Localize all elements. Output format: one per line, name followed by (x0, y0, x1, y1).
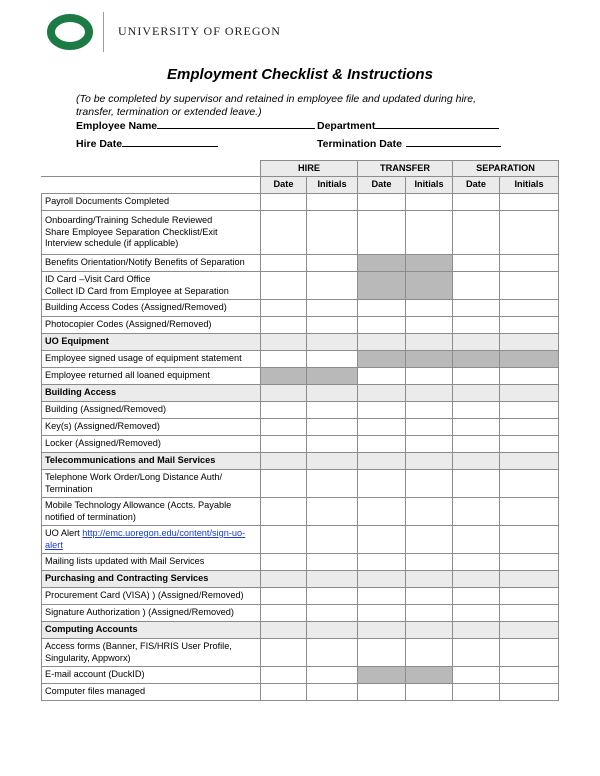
initials-cell[interactable] (500, 402, 559, 419)
not-applicable-cell (358, 272, 406, 300)
date-cell[interactable] (453, 436, 500, 453)
initials-cell[interactable] (406, 436, 453, 453)
checklist-table (41, 160, 559, 701)
initials-cell[interactable] (500, 317, 559, 334)
section-filler-cell (500, 453, 559, 470)
subheader-cell: Initials (406, 177, 453, 194)
date-cell[interactable] (358, 639, 406, 667)
initials-cell[interactable] (307, 554, 358, 571)
department-label: Department (317, 120, 376, 132)
section-label: Purchasing and Contracting Services (42, 571, 261, 588)
initials-cell[interactable] (307, 351, 358, 368)
initials-cell[interactable] (406, 639, 453, 667)
section-label: Telecommunications and Mail Services (42, 453, 261, 470)
section-filler-cell (406, 453, 453, 470)
date-cell[interactable] (358, 684, 406, 701)
date-cell[interactable] (261, 436, 307, 453)
date-cell[interactable] (261, 419, 307, 436)
date-cell[interactable] (358, 402, 406, 419)
initials-cell[interactable] (500, 272, 559, 300)
date-cell[interactable] (261, 351, 307, 368)
date-cell[interactable] (261, 639, 307, 667)
initials-cell[interactable] (500, 588, 559, 605)
item-label (42, 588, 261, 605)
date-cell[interactable] (261, 498, 307, 526)
table-row (42, 194, 559, 211)
section-filler-cell (358, 385, 406, 402)
group-header-row (42, 161, 559, 177)
item-label-line: Access forms (Banner, FIS/HRIS User Profile, (45, 641, 232, 651)
termination-date-label: Termination Date (317, 138, 402, 150)
uo-alert-link[interactable]: http://emc.uoregon.edu/content/sign-uo-alert (45, 528, 246, 550)
section-header-row (42, 385, 559, 402)
initials-cell[interactable] (500, 419, 559, 436)
initials-cell[interactable] (307, 194, 358, 211)
section-label: Computing Accounts (42, 622, 261, 639)
not-applicable-cell (406, 272, 453, 300)
section-filler-cell (453, 622, 500, 639)
item-label (42, 526, 261, 554)
table-row (42, 554, 559, 571)
subheader-cell: Date (261, 177, 307, 194)
section-filler-cell (261, 622, 307, 639)
item-label (42, 498, 261, 526)
section-filler-cell (307, 385, 358, 402)
hire-date-field[interactable] (76, 136, 218, 150)
item-label-line: Employee returned all loaned equipment (45, 370, 210, 381)
date-cell[interactable] (358, 526, 406, 554)
item-label (42, 317, 261, 334)
date-cell[interactable] (453, 667, 500, 684)
date-cell[interactable] (358, 470, 406, 498)
hire-date-line[interactable] (122, 136, 218, 147)
page-title: Employment Checklist & Instructions (167, 66, 433, 83)
table-row (42, 470, 559, 498)
section-filler-cell (261, 571, 307, 588)
date-cell[interactable] (453, 211, 500, 255)
item-label-line: Collect ID Card from Employee at Separation (45, 285, 229, 296)
date-cell[interactable] (453, 317, 500, 334)
table-row (42, 436, 559, 453)
item-label (42, 368, 261, 385)
initials-cell[interactable] (406, 554, 453, 571)
date-cell[interactable] (453, 419, 500, 436)
date-cell[interactable] (358, 605, 406, 622)
item-label-line: ID Card –Visit Card Office (45, 274, 151, 284)
item-label-line: Employee signed usage of equipment statement (45, 353, 242, 364)
section-header-row (42, 622, 559, 639)
initials-cell[interactable] (406, 605, 453, 622)
section-header-row (42, 334, 559, 351)
not-applicable-cell (358, 255, 406, 272)
date-cell[interactable] (261, 588, 307, 605)
subheader-cell: Initials (307, 177, 358, 194)
initials-cell[interactable] (307, 419, 358, 436)
date-cell[interactable] (453, 498, 500, 526)
item-label-line: Building Access Codes (Assigned/Removed) (45, 302, 227, 313)
employee-name-field[interactable] (76, 118, 315, 132)
initials-cell[interactable] (500, 436, 559, 453)
table-row (42, 588, 559, 605)
subheader-row (42, 177, 559, 194)
date-cell[interactable] (261, 470, 307, 498)
initials-cell[interactable] (500, 194, 559, 211)
section-filler-cell (453, 453, 500, 470)
initials-cell[interactable] (406, 498, 453, 526)
not-applicable-cell (406, 351, 453, 368)
initials-cell[interactable] (307, 667, 358, 684)
table-row (42, 317, 559, 334)
section-filler-cell (261, 453, 307, 470)
initials-cell[interactable] (307, 470, 358, 498)
item-label (42, 351, 261, 368)
initials-cell[interactable] (500, 300, 559, 317)
table-row (42, 300, 559, 317)
corner-cell (42, 177, 261, 194)
initials-cell[interactable] (406, 300, 453, 317)
initials-cell[interactable] (500, 498, 559, 526)
section-filler-cell (453, 571, 500, 588)
date-cell[interactable] (453, 272, 500, 300)
oregon-o-icon (47, 14, 93, 50)
table-row (42, 255, 559, 272)
not-applicable-cell (500, 351, 559, 368)
initials-cell[interactable] (406, 368, 453, 385)
item-label (42, 419, 261, 436)
group-separation: SEPARATION (453, 161, 559, 177)
department-line[interactable] (375, 118, 499, 129)
subheader-cell: Date (453, 177, 500, 194)
item-label-line: Benefits Orientation/Notify Benefits of Separation (45, 257, 245, 268)
university-name: UNIVERSITY OF OREGON (118, 24, 281, 38)
initials-cell[interactable] (500, 554, 559, 571)
employee-name-line[interactable] (157, 118, 315, 129)
date-cell[interactable] (453, 554, 500, 571)
initials-cell[interactable] (307, 498, 358, 526)
section-header-row (42, 453, 559, 470)
item-label-line: Computer files managed (45, 686, 146, 697)
section-filler-cell (261, 334, 307, 351)
initials-cell[interactable] (500, 605, 559, 622)
section-filler-cell (358, 622, 406, 639)
initials-cell[interactable] (500, 684, 559, 701)
item-label-line: UO Alert (45, 528, 83, 538)
table-row (42, 272, 559, 300)
group-transfer: TRANSFER (358, 161, 453, 177)
item-label-line: Building (Assigned/Removed) (45, 404, 167, 415)
item-label-line: Payroll Documents Completed (45, 196, 170, 207)
section-filler-cell (453, 385, 500, 402)
date-cell[interactable] (358, 498, 406, 526)
date-cell[interactable] (453, 402, 500, 419)
date-cell[interactable] (261, 554, 307, 571)
item-label-line: Telephone Work Order/Long Distance Auth/ (45, 472, 223, 482)
section-filler-cell (453, 334, 500, 351)
table-row (42, 368, 559, 385)
table-row (42, 667, 559, 684)
date-cell[interactable] (453, 194, 500, 211)
table-row (42, 211, 559, 255)
initials-cell[interactable] (406, 684, 453, 701)
item-label-line: E-mail account (DuckID) (45, 669, 145, 680)
date-cell[interactable] (453, 684, 500, 701)
date-cell[interactable] (358, 368, 406, 385)
initials-cell[interactable] (500, 667, 559, 684)
section-label: UO Equipment (42, 334, 261, 351)
university-logo (47, 14, 93, 55)
termination-date-field[interactable] (317, 136, 501, 150)
section-filler-cell (406, 622, 453, 639)
date-cell[interactable] (453, 639, 500, 667)
initials-cell[interactable] (307, 211, 358, 255)
item-label-line: Termination (45, 483, 93, 494)
initials-cell[interactable] (500, 211, 559, 255)
table-row (42, 498, 559, 526)
date-cell[interactable] (453, 526, 500, 554)
not-applicable-cell (261, 368, 307, 385)
item-label-line: Share Employee Separation Checklist/Exit (45, 226, 218, 237)
item-label-line: Procurement Card (VISA) ) (Assigned/Removed) (45, 590, 244, 601)
initials-cell[interactable] (500, 255, 559, 272)
date-cell[interactable] (261, 194, 307, 211)
initials-cell[interactable] (307, 639, 358, 667)
not-applicable-cell (406, 255, 453, 272)
initials-cell[interactable] (500, 639, 559, 667)
item-label-line: Photocopier Codes (Assigned/Removed) (45, 319, 212, 330)
item-label (42, 554, 261, 571)
item-label (42, 684, 261, 701)
department-field[interactable] (317, 118, 499, 132)
date-cell[interactable] (358, 436, 406, 453)
date-cell[interactable] (261, 684, 307, 701)
date-cell[interactable] (261, 605, 307, 622)
section-filler-cell (500, 622, 559, 639)
section-label: Building Access (42, 385, 261, 402)
item-label-line: Onboarding/Training Schedule Reviewed (45, 215, 213, 226)
section-header-row (42, 571, 559, 588)
date-cell[interactable] (453, 470, 500, 498)
date-cell[interactable] (261, 300, 307, 317)
item-label (42, 300, 261, 317)
item-label (42, 436, 261, 453)
date-cell[interactable] (453, 368, 500, 385)
date-cell[interactable] (453, 255, 500, 272)
not-applicable-cell (406, 667, 453, 684)
date-cell[interactable] (358, 300, 406, 317)
initials-cell[interactable] (307, 300, 358, 317)
date-cell[interactable] (261, 255, 307, 272)
not-applicable-cell (307, 368, 358, 385)
initials-cell[interactable] (307, 605, 358, 622)
date-cell[interactable] (261, 667, 307, 684)
initials-cell[interactable] (500, 526, 559, 554)
item-label-line: Key(s) (Assigned/Removed) (45, 421, 160, 432)
item-label-line: Singularity, Appworx) (45, 652, 131, 663)
section-filler-cell (307, 453, 358, 470)
date-cell[interactable] (358, 317, 406, 334)
item-label (42, 470, 261, 498)
item-label (42, 194, 261, 211)
date-cell[interactable] (261, 317, 307, 334)
date-cell[interactable] (358, 554, 406, 571)
initials-cell[interactable] (307, 588, 358, 605)
date-cell[interactable] (261, 272, 307, 300)
initials-cell[interactable] (406, 588, 453, 605)
initials-cell[interactable] (406, 211, 453, 255)
initials-cell[interactable] (406, 317, 453, 334)
initials-cell[interactable] (307, 402, 358, 419)
item-label (42, 402, 261, 419)
subheader-cell: Initials (500, 177, 559, 194)
item-label-line: Signature Authorization ) (Assigned/Removed) (45, 607, 234, 618)
instructions-text: (To be completed by supervisor and retained in employee file and updated during hire, transfer, termination or extended leave.) (76, 93, 477, 118)
item-label (42, 272, 261, 300)
initials-cell[interactable] (500, 368, 559, 385)
section-filler-cell (406, 571, 453, 588)
group-hire: HIRE (261, 161, 358, 177)
initials-cell[interactable] (406, 419, 453, 436)
initials-cell[interactable] (500, 470, 559, 498)
item-label (42, 667, 261, 684)
item-label-line: Mailing lists updated with Mail Services (45, 556, 205, 567)
date-cell[interactable] (358, 588, 406, 605)
date-cell[interactable] (261, 211, 307, 255)
section-filler-cell (406, 385, 453, 402)
item-label-line: Mobile Technology Allowance (Accts. Payable (45, 500, 232, 510)
employee-name-label: Employee Name (76, 120, 158, 132)
table-row (42, 402, 559, 419)
section-filler-cell (358, 453, 406, 470)
initials-cell[interactable] (307, 317, 358, 334)
table-row (42, 419, 559, 436)
date-cell[interactable] (453, 300, 500, 317)
initials-cell[interactable] (406, 526, 453, 554)
item-label (42, 605, 261, 622)
item-label (42, 255, 261, 272)
section-filler-cell (358, 334, 406, 351)
header-divider (103, 12, 104, 52)
date-cell[interactable] (358, 419, 406, 436)
section-filler-cell (307, 622, 358, 639)
termination-date-line[interactable] (406, 136, 501, 147)
section-filler-cell (307, 571, 358, 588)
subheader-cell: Date (358, 177, 406, 194)
date-cell[interactable] (358, 194, 406, 211)
section-filler-cell (307, 334, 358, 351)
initials-cell[interactable] (406, 470, 453, 498)
item-label (42, 211, 261, 255)
not-applicable-cell (453, 351, 500, 368)
date-cell[interactable] (453, 588, 500, 605)
section-filler-cell (500, 385, 559, 402)
not-applicable-cell (358, 351, 406, 368)
initials-cell[interactable] (307, 436, 358, 453)
table-row (42, 684, 559, 701)
not-applicable-cell (358, 667, 406, 684)
table-row (42, 351, 559, 368)
initials-cell[interactable] (406, 194, 453, 211)
section-filler-cell (406, 334, 453, 351)
initials-cell[interactable] (307, 526, 358, 554)
section-filler-cell (500, 571, 559, 588)
date-cell[interactable] (358, 211, 406, 255)
table-row (42, 639, 559, 667)
date-cell[interactable] (453, 605, 500, 622)
section-filler-cell (500, 334, 559, 351)
hire-date-label: Hire Date (76, 138, 123, 150)
initials-cell[interactable] (406, 402, 453, 419)
item-label-line: notified of termination) (45, 511, 136, 522)
initials-cell[interactable] (307, 255, 358, 272)
corner-cell (42, 161, 261, 177)
initials-cell[interactable] (307, 684, 358, 701)
item-label (42, 639, 261, 667)
table-row (42, 605, 559, 622)
table-row (42, 526, 559, 554)
section-filler-cell (261, 385, 307, 402)
initials-cell[interactable] (307, 272, 358, 300)
date-cell[interactable] (261, 526, 307, 554)
section-filler-cell (358, 571, 406, 588)
item-label-line: Interview schedule (if applicable) (45, 238, 179, 249)
item-label-line: Locker (Assigned/Removed) (45, 438, 161, 449)
date-cell[interactable] (261, 402, 307, 419)
